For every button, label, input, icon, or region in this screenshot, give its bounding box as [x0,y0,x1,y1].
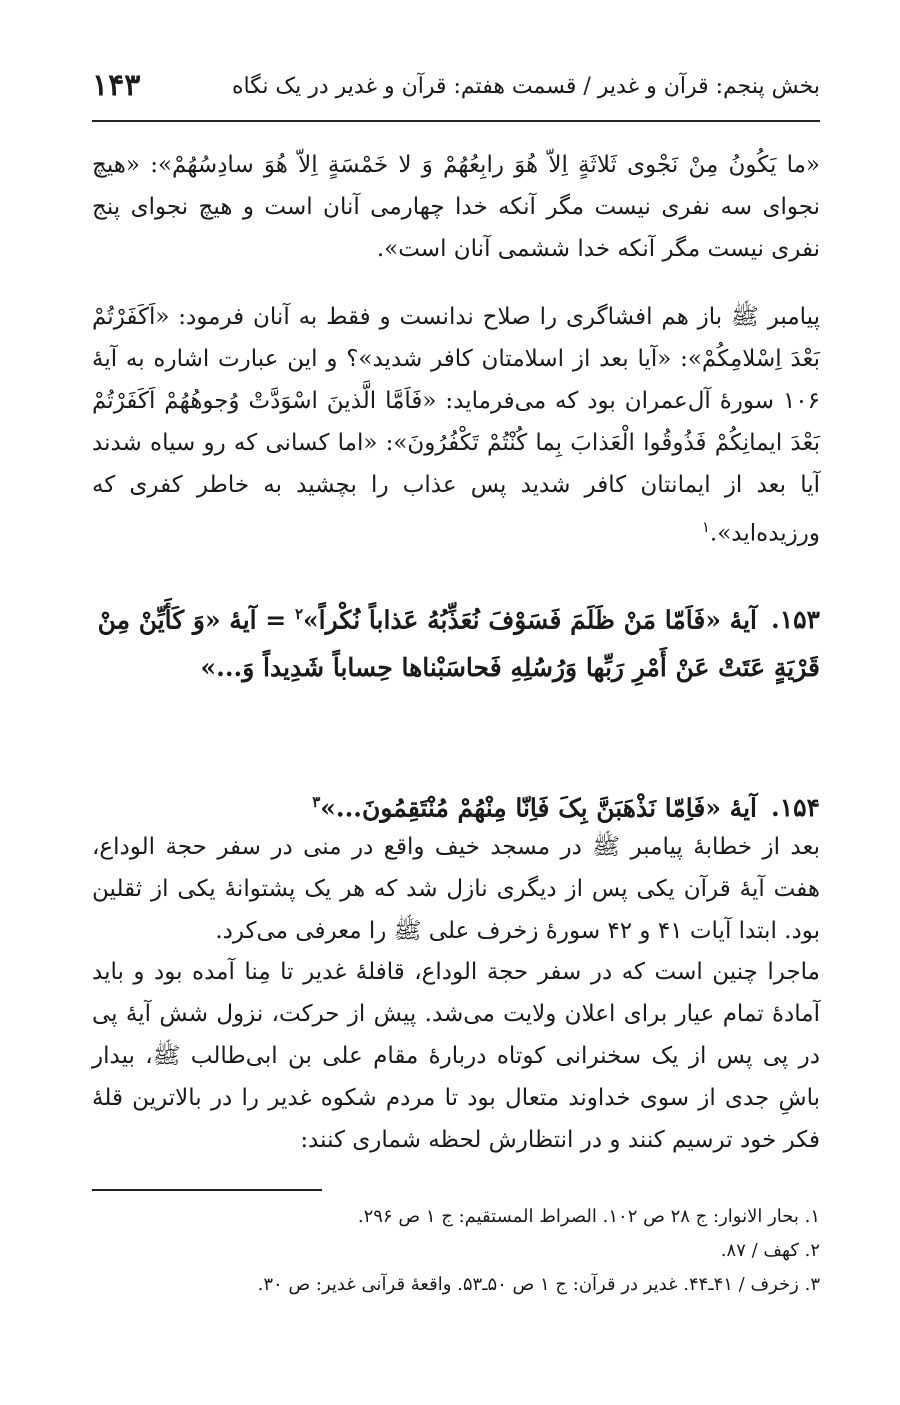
footnote-ref-1[interactable]: ۱ [701,518,710,536]
paragraph-3-text: بعد از خطابهٔ پیامبر ﷺ در مسجد خیف واقع در منی در سفر حجة الوداع، هفت آیهٔ قرآن یکی پس از دیگری نازل شد که هر یک پشتوانهٔ یکی از ثقلین بود. ابتدا آیات ۴۱ و ۴۲ سورهٔ زخرف علی ﷺ را معرفی می‌کرد. [92,834,820,944]
footnote-ref-3[interactable]: ۳ [312,793,321,811]
section-heading-153 [92,590,820,692]
page-number: ۱۴۳ [92,68,141,103]
book-page [92,60,821,1295]
page-header [92,60,820,120]
paragraph-3 [92,826,820,952]
paragraph-2-text: پیامبر ﷺ باز هم افشاگری را صلاح ندانست و فقط به آنان فرمود: «اَکَفَرْتُمْ بَعْدَ اِسْلامِکُمْ»: «آیا بعد از اسلامتان کافر شدید»؟ و این عبارت اشاره به آیهٔ ۱۰۶ سورهٔ آل‌عمران بود که می‌فرماید: «فَاَمَّا الَّذینَ اسْوَدَّتْ وُجوهُهُمْ اَکَفَرْتُمْ بَعْدَ ایمانِکُمْ فَذُوقُوا الْعَذابَ بِما کُنْتُمْ تَکْفُرُونَ»: «اما کسانی که رو سیاه شدند آیا بعد از ایمانتان کافر شدید پس عذاب را بچشید به خاطر کفری که ورزیده‌اید». [92,304,820,547]
footnote-2: ۲. کهف / ۸۷. [720,1240,820,1261]
paragraph-4-text: ماجرا چنین است که در سفر حجة الوداع، قافلهٔ غدیر تا مِنا آمده بود و باید آمادهٔ تمام عیار برای اعلان ولایت می‌شد. پیش از حرکت، نزول شش آیهٔ پی در پی پس از یک سخنرانی کوتاه دربارهٔ مقام علی بن ابی‌طالب ﷺ، بیدار باشِ جدی از سوی خداوند متعال بود تا مردم شکوه غدیر را در بالاترین قلهٔ فکر خود ترسیم کنند و در انتظارش لحظه شماری کنند: [92,959,820,1153]
heading-153-verse-2: = آیهٔ «وَ کَأَیِّنْ مِنْ قَرْیَةٍ عَتَتْ عَنْ أَمْرِ رَبِّها وَرُسُلِهِ فَحاسَبْناها حِساباً شَدِیداً وَ...» [97,605,820,683]
paragraph-2 [92,296,820,555]
paragraph-4 [92,951,820,1161]
heading-number-154: ۱۵۴. [770,793,820,823]
footnote-1: ۱. بحار الانوار: ج ۲۸ ص ۱۰۲. الصراط المستقیم: ج ۱ ص ۲۹۶. [357,1206,820,1227]
footnote-3: ۳. زخرف / ۴۱ـ۴۴. غدیر در قرآن: ج ۱ ص ۵۰ـ۵۳. واقعهٔ قرآنی غدیر: ص ۳۰. [257,1274,820,1295]
heading-153-verse: آیهٔ «فَاَمّا مَنْ ظَلَمَ فَسَوْفَ نُعَذِّبُهُ عَذاباً نُکْراً» [303,605,757,635]
heading-number-153: ۱۵۳. [770,605,820,635]
paragraph-1-text: «ما یَکُونُ مِنْ نَجْوی ثَلاثَةٍ اِلاّ هُوَ رابِعُهُمْ وَ لا خَمْسَةٍ اِلاّ هُوَ سادِسُهُمْ»: «هیچ نجوای سه نفری نیست مگر آنکه خدا چهارمی آنان است و هیچ نجوای پنج نفری نیست مگر آنکه خدا ششمی آنان است». [92,152,821,262]
paragraph-1 [92,144,820,270]
footnote-divider [92,1189,322,1191]
running-title: بخش پنجم: قرآن و غدیر / قسمت هفتم: قرآن و غدیر در یک نگاه [231,74,820,99]
footnotes [92,1200,820,1302]
heading-154-verse: آیهٔ «فَاِمّا نَذْهَبَنَّ بِکَ فَاِنّا مِنْهُمْ مُنْتَقِمُونَ...» [320,793,757,823]
section-heading-154 [312,778,820,832]
header-divider [92,120,820,122]
footnote-ref-2[interactable]: ۲ [294,605,304,623]
